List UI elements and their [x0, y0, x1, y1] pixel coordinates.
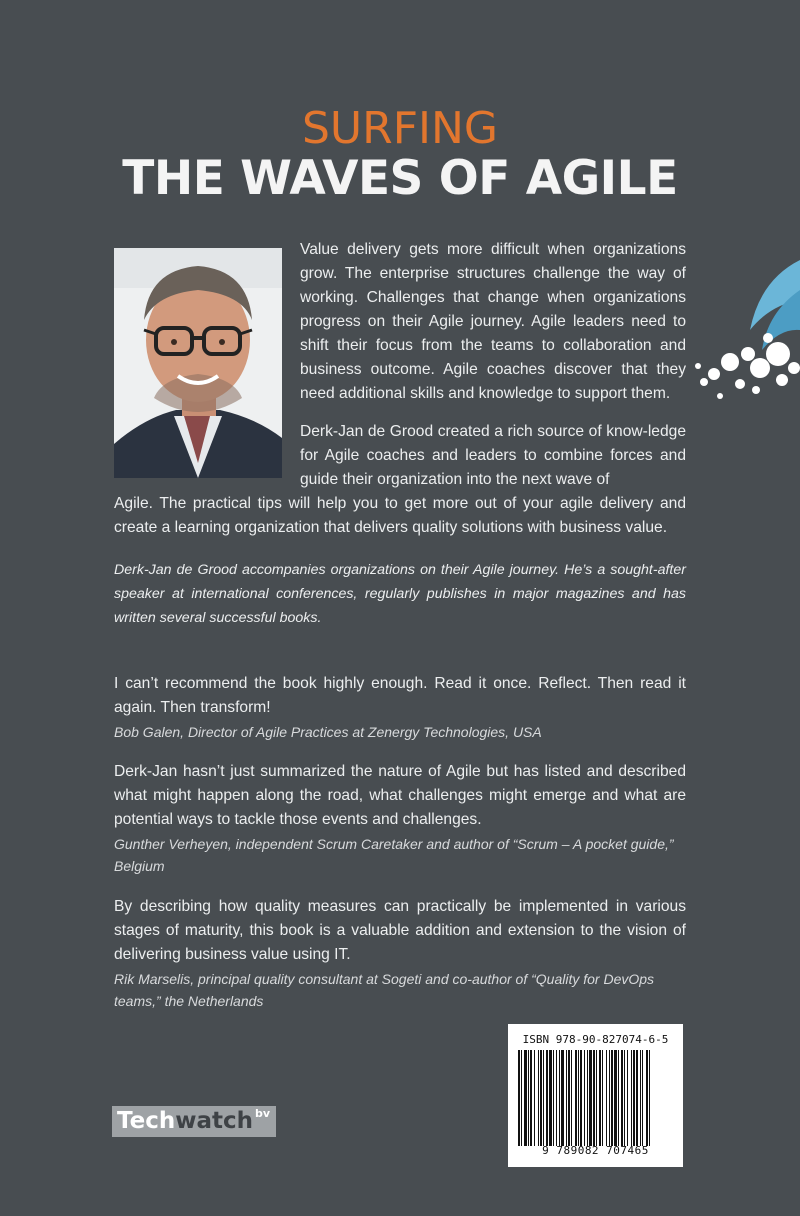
- review-quote: [114, 672, 686, 743]
- description-paragraph-2-start: Derk-Jan de Grood created a rich source of know-ledge for Agile coaches and leaders to combine forces and guide their organization into the next wave of: [300, 423, 686, 488]
- barcode-digits: 9 789082 707465: [542, 1144, 649, 1157]
- description-paragraph-1: Value delivery gets more difficult when organizations grow. The enterprise structures challenge the way of working. Challenges that change when organizations progress on their Agile journey. Agile leaders need to shift their focus from the teams to collaboration and business outcome. Agile coaches discover that they need additional skills and knowledge to support them.: [300, 241, 686, 402]
- publisher-logo: [112, 1106, 276, 1137]
- barcode-bars: [518, 1050, 673, 1146]
- review-quote: [114, 895, 686, 1012]
- quote-text: By describing how quality measures can practically be implemented in various stages of maturity, this book is a valuable addition and extension to the vision of delivering business value using IT.: [114, 898, 686, 963]
- logo-text-watch: watch: [175, 1108, 254, 1134]
- quote-text: I can’t recommend the book highly enough. Read it once. Reflect. Then read it again. Then transform!: [114, 675, 686, 716]
- quote-attribution: Rik Marselis, principal quality consultant at Sogeti and co-author of “Quality for DevOps teams,” the Netherlands: [114, 971, 655, 1009]
- author-photo: [114, 248, 282, 478]
- quote-text: Derk-Jan hasn’t just summarized the nature of Agile but has listed and described what might happen along the road, what challenges might emerge and what are potential ways to tackle those events and challenges.: [114, 763, 686, 828]
- wave-splash-graphic: [690, 250, 800, 420]
- isbn-label: ISBN 978-90-827074-6-5: [522, 1033, 669, 1046]
- title-main: THE WAVES OF AGILE: [122, 151, 678, 206]
- author-bio: Derk-Jan de Grood accompanies organizations on their Agile journey. He’s a sought-after speaker at international conferences, regularly publishes in major magazines and has written several successful books.: [114, 562, 686, 626]
- quote-attribution: Bob Galen, Director of Agile Practices at Zenergy Technologies, USA: [114, 724, 542, 740]
- title-surfing: SURFING: [301, 103, 498, 154]
- logo-text-tech: Tech: [117, 1108, 176, 1134]
- isbn-barcode: [508, 1024, 683, 1167]
- logo-suffix: bv: [255, 1107, 271, 1120]
- description-paragraph-2-end: Agile. The practical tips will help you to get more out of your agile delivery and create a learning organization that delivers quality solutions with business value.: [114, 495, 686, 536]
- quote-attribution: Gunther Verheyen, independent Scrum Caretaker and author of “Scrum – A pocket guide,” Belgium: [114, 836, 674, 874]
- review-quote: [114, 760, 686, 877]
